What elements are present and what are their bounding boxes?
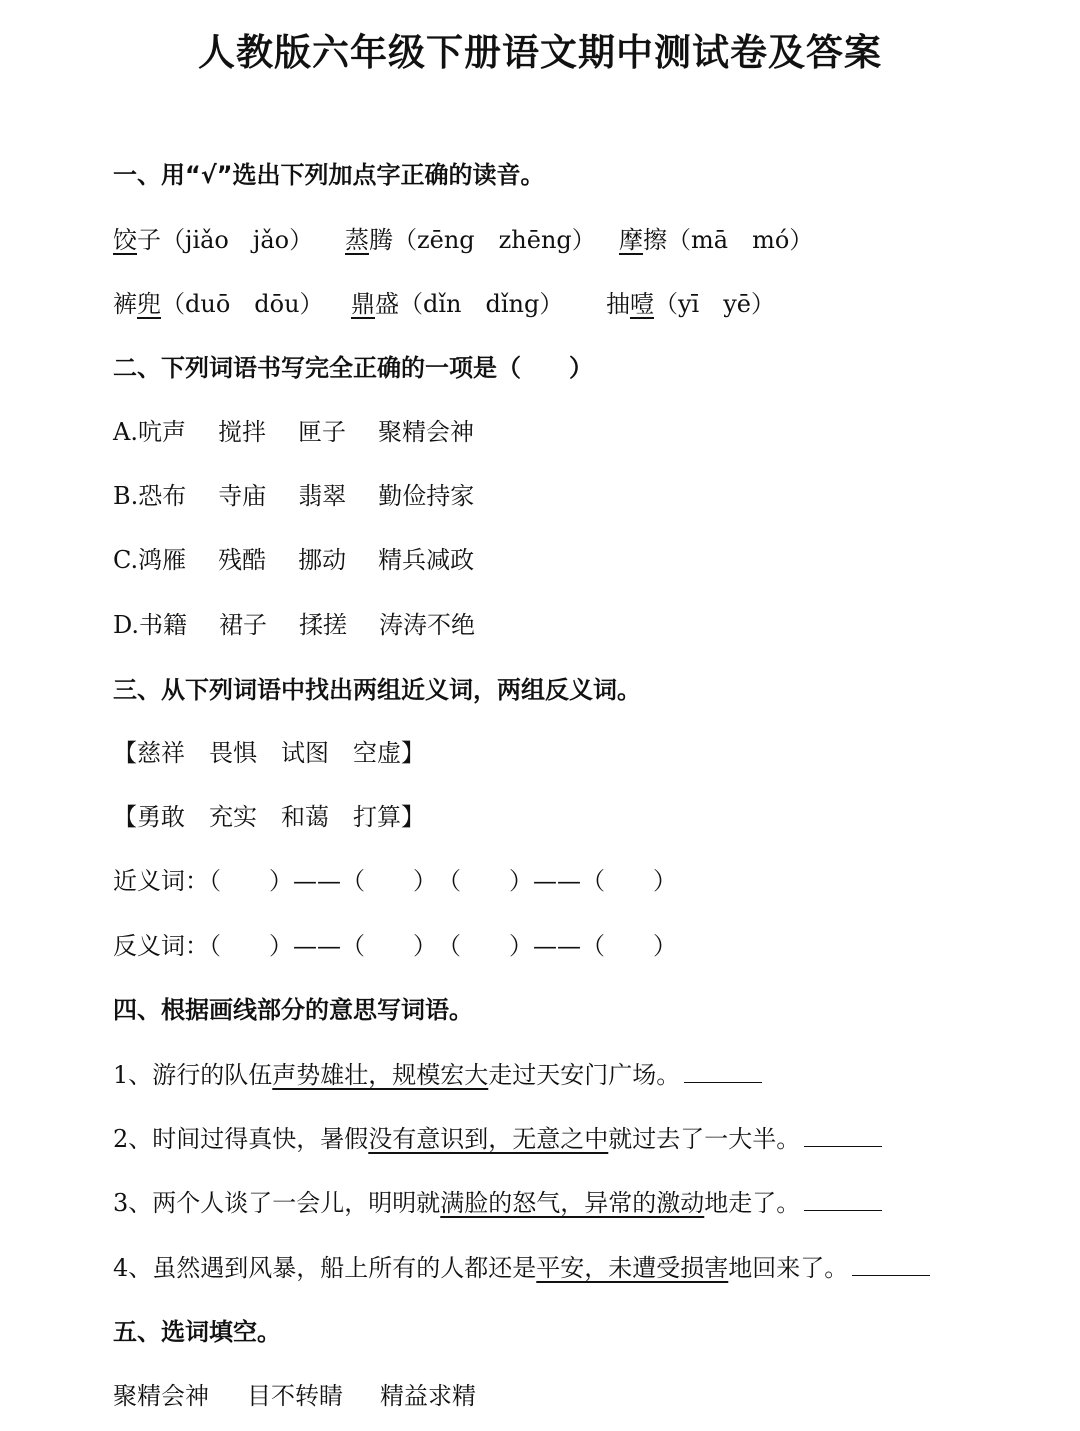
q5-heading: 五、选词填空。 (113, 1318, 281, 1346)
q2-option-c: C.鸿雁 残酷 挪动 精兵减政 (113, 546, 475, 574)
q3-antonym-row (113, 926, 677, 961)
pinyin-item: 摩擦（mā mó） (619, 226, 814, 254)
pinyin-item: 裤兜（duō dōu） (113, 290, 324, 318)
q4-item-4: 4、虽然遇到风暴，船上所有的人都还是平安，未遭受损害地回来了。 (113, 1248, 930, 1283)
antonym-label: 反义词： (113, 932, 209, 960)
q3-heading: 三、从下列词语中找出两组近义词，两组反义词。 (113, 676, 641, 704)
pinyin-item: 鼎盛（dǐn dǐng） (351, 290, 564, 318)
q1-row-1 (113, 220, 813, 255)
word-option: 精益求精 (380, 1382, 476, 1410)
q2-option-b: B.恐布 寺庙 翡翠 勤俭持家 (113, 482, 475, 510)
answer-blank[interactable] (804, 1190, 882, 1211)
q4-item-1: 1、游行的队伍声势雄壮，规模宏大走过天安门广场。 (113, 1055, 762, 1090)
q1-row-2 (113, 284, 775, 319)
q3-synonym-row (113, 861, 677, 896)
q3-word-group-2: 【勇敢 充实 和蔼 打算】 (113, 803, 425, 831)
page-title: 人教版六年级下册语文期中测试卷及答案 (198, 31, 882, 74)
q2-heading: 二、下列词语书写完全正确的一项是（ ） (113, 354, 593, 382)
synonym-blanks: （ ）——（ ） （ ）——（ ） (209, 867, 677, 895)
answer-blank[interactable] (684, 1062, 762, 1083)
q2-option-a: A.吭声 搅拌 匣子 聚精会神 (113, 418, 474, 446)
antonym-blanks: （ ）——（ ） （ ）——（ ） (209, 932, 677, 960)
word-option: 目不转睛 (247, 1382, 343, 1410)
q4-heading: 四、根据画线部分的意思写词语。 (113, 996, 473, 1024)
q5-word-list (113, 1376, 476, 1411)
answer-blank[interactable] (804, 1126, 882, 1147)
q2-option-d: D.书籍 裙子 揉搓 涛涛不绝 (113, 611, 476, 639)
q1-heading: 一、用“√”选出下列加点字正确的读音。 (113, 161, 545, 189)
q4-item-2: 2、时间过得真快，暑假没有意识到，无意之中就过去了一大半。 (113, 1119, 882, 1154)
pinyin-item: 饺子（jiǎo jǎo） (113, 226, 314, 254)
word-option: 聚精会神 (113, 1382, 209, 1410)
pinyin-item: 蒸腾（zēng zhēng） (345, 226, 596, 254)
answer-blank[interactable] (852, 1255, 930, 1276)
synonym-label: 近义词： (113, 867, 209, 895)
q4-item-3: 3、两个人谈了一会儿，明明就满脸的怒气，异常的激动地走了。 (113, 1183, 882, 1218)
pinyin-item: 抽噎（yī yē） (606, 290, 775, 318)
q3-word-group-1: 【慈祥 畏惧 试图 空虚】 (113, 739, 425, 767)
